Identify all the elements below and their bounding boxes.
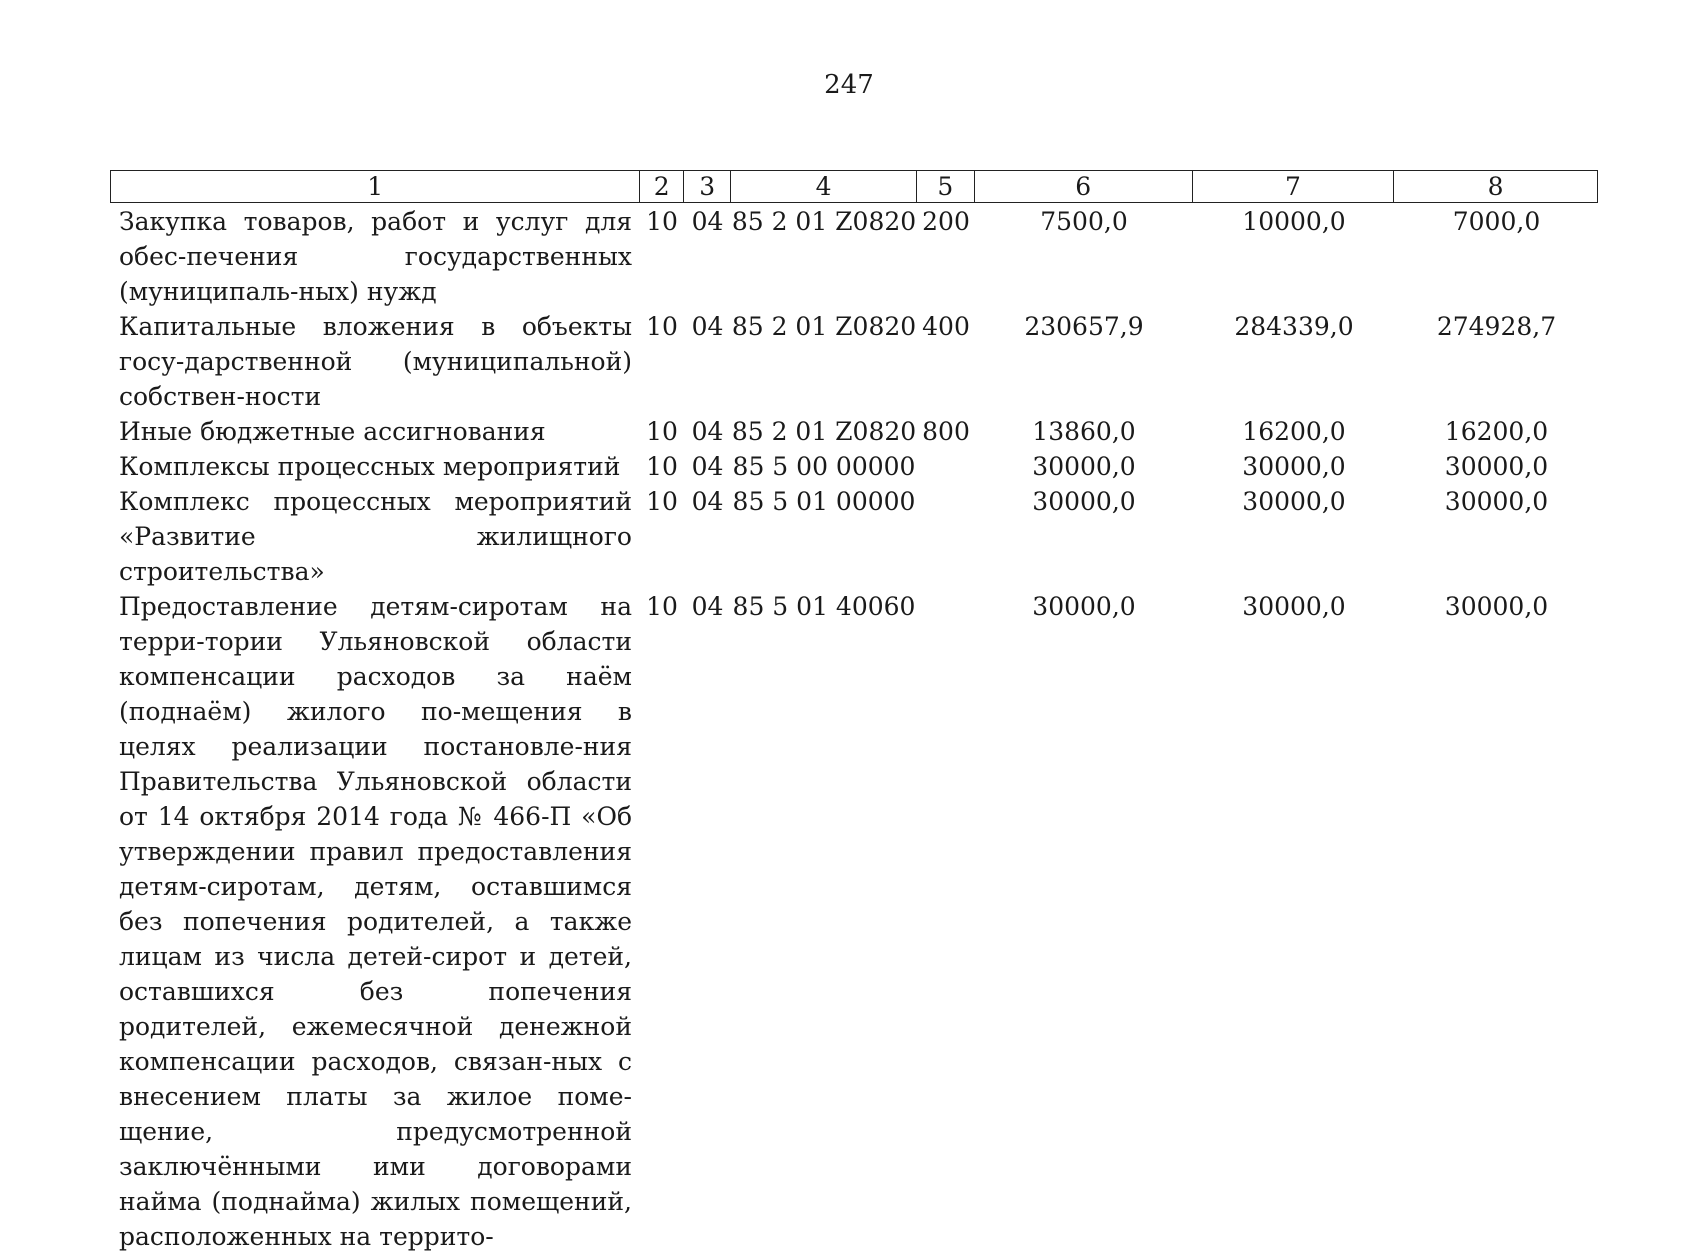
table-row: [110, 414, 1598, 449]
row-name: Иные бюджетные ассигнования: [119, 417, 546, 446]
row-subsection: 04: [691, 452, 724, 481]
row-amount-6: 13860,0: [1032, 417, 1136, 446]
row-subsection: 04: [691, 487, 724, 516]
row-subsection: 04: [691, 417, 724, 446]
row-amount-8: 30000,0: [1444, 452, 1549, 481]
table-row: [110, 449, 1598, 484]
row-amount-8: 16200,0: [1444, 417, 1549, 446]
header-col-8: 8: [1487, 172, 1504, 201]
row-expense-type: 200: [922, 207, 970, 236]
row-section: 10: [646, 487, 678, 516]
row-section: 10: [646, 452, 678, 481]
row-name: Капитальные вложения в объекты госу-дарственной (муниципальной) собствен-ности: [119, 312, 632, 411]
row-target-code: 85 5 01 40060: [732, 592, 916, 621]
row-amount-7: 284339,0: [1234, 312, 1354, 341]
row-subsection: 04: [691, 592, 724, 621]
row-amount-7: 30000,0: [1242, 452, 1346, 481]
row-name: Предоставление детям-сиротам на терри-тории Ульяновской области компенсации расходов за наём (поднаём) жилого по-мещения в целях реализации постановле-ния Правительства Ульяновской области от 14 октября 2014 года № 466-П «Об утверждении правил предоставления детям-сиротам, детям, оставшимся без попечения родителей, а также лицам из числа детей-сирот и детей, оставшихся без попечения родителей, ежемесячной денежной компенсации расходов, связан-ных с внесением платы за жилое поме-щение, предусмотренной заключёнными ими договорами найма (поднайма) жилых помещений, расположенных на террито-: [119, 592, 632, 1251]
row-expense-type: [917, 589, 975, 1254]
row-amount-7: 30000,0: [1242, 487, 1346, 516]
row-section: 10: [646, 592, 678, 621]
row-target-code: 85 2 01 Z0820: [731, 417, 917, 446]
row-name: Закупка товаров, работ и услуг для обес-печения государственных (муниципаль-ных) нужд: [119, 207, 632, 306]
row-expense-type: 800: [922, 417, 970, 446]
row-expense-type: 400: [922, 312, 970, 341]
row-subsection: 04: [691, 312, 724, 341]
row-amount-8: 7000,0: [1452, 207, 1541, 236]
row-amount-6: 30000,0: [1032, 452, 1136, 481]
row-amount-8: 274928,7: [1436, 312, 1557, 341]
table-header: [110, 170, 1598, 203]
row-target-code: 85 2 01 Z0820: [731, 207, 917, 236]
row-expense-type: [917, 449, 975, 484]
row-amount-7: 10000,0: [1242, 207, 1346, 236]
header-col-5: 5: [917, 171, 975, 202]
row-amount-7: 30000,0: [1242, 592, 1346, 621]
header-col-1: 1: [111, 171, 640, 202]
row-target-code: 85 2 01 Z0820: [731, 312, 917, 341]
row-amount-6: 230657,9: [1024, 312, 1144, 341]
header-col-2: 2: [640, 171, 684, 202]
row-section: 10: [646, 417, 678, 446]
row-section: 10: [646, 312, 678, 341]
table-row: [110, 204, 1598, 309]
header-col-6: 6: [975, 171, 1193, 202]
row-expense-type: [917, 484, 975, 589]
row-amount-8: 30000,0: [1444, 592, 1549, 621]
header-col-7: 7: [1193, 171, 1395, 202]
page-number: 247: [824, 70, 874, 100]
table-row: [110, 309, 1598, 414]
row-amount-6: 30000,0: [1032, 487, 1136, 516]
row-amount-6: 7500,0: [1040, 207, 1128, 236]
table-body: [110, 204, 1598, 1254]
table-row: [110, 484, 1598, 589]
row-amount-7: 16200,0: [1242, 417, 1346, 446]
row-amount-6: 30000,0: [1032, 592, 1136, 621]
header-col-3: 3: [684, 171, 731, 202]
row-target-code: 85 5 00 00000: [732, 452, 916, 481]
table-row: [110, 589, 1598, 1254]
row-section: 10: [646, 207, 678, 236]
row-name: Комплексы процессных мероприятий: [119, 452, 621, 481]
row-target-code: 85 5 01 00000: [732, 487, 916, 516]
header-col-4: 4: [731, 171, 917, 202]
row-amount-8: 30000,0: [1444, 487, 1549, 516]
row-name: Комплекс процессных мероприятий «Развитие жилищного строительства»: [119, 487, 632, 586]
row-subsection: 04: [691, 207, 724, 236]
